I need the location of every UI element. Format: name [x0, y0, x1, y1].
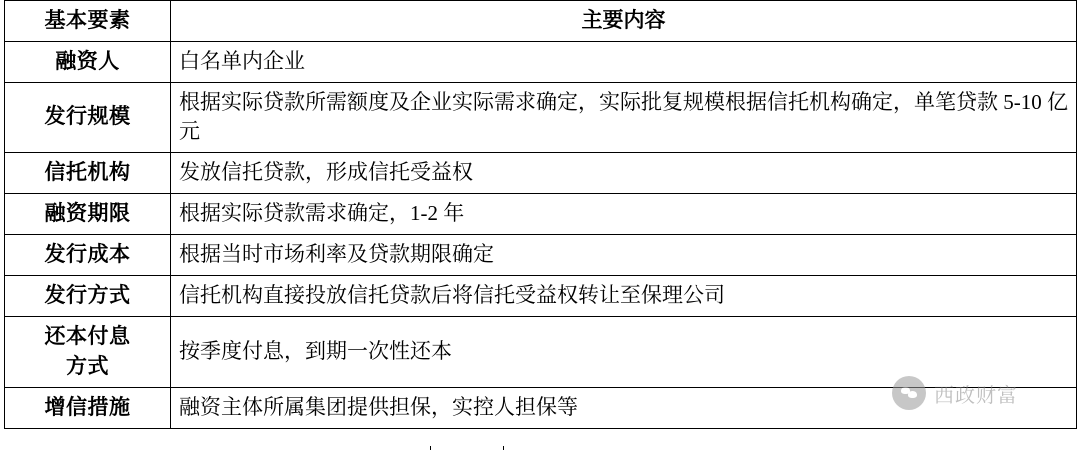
table-header-row	[5, 1, 1077, 42]
table-row	[5, 316, 1077, 388]
row-value: 信托机构直接投放信托贷款后将信托受益权转让至保理公司	[171, 275, 1077, 316]
row-key: 增信措施	[5, 388, 171, 429]
row-value: 按季度付息，到期一次性还本	[171, 316, 1077, 388]
table-row	[5, 41, 1077, 82]
table-row	[5, 234, 1077, 275]
row-value: 根据实际贷款所需额度及企业实际需求确定，实际批复规模根据信托机构确定，单笔贷款 5-10 亿元	[171, 82, 1077, 152]
row-key: 发行规模	[5, 82, 171, 152]
row-value: 白名单内企业	[171, 41, 1077, 82]
header-cell-value: 主要内容	[171, 1, 1077, 42]
page-bottom-artifact	[430, 446, 504, 450]
row-key: 融资人	[5, 41, 171, 82]
row-value: 融资主体所属集团提供担保，实控人担保等	[171, 388, 1077, 429]
row-key: 融资期限	[5, 193, 171, 234]
table-row	[5, 388, 1077, 429]
row-key-line1: 还本付息	[44, 323, 131, 348]
row-key: 发行成本	[5, 234, 171, 275]
row-value: 根据实际贷款需求确定，1-2 年	[171, 193, 1077, 234]
elements-table	[4, 0, 1077, 429]
table-row	[5, 152, 1077, 193]
row-value: 根据当时市场利率及贷款期限确定	[171, 234, 1077, 275]
row-key: 信托机构	[5, 152, 171, 193]
table-row	[5, 193, 1077, 234]
table-row	[5, 82, 1077, 152]
table-row	[5, 275, 1077, 316]
watermark-text: 西政财富	[934, 384, 1018, 407]
row-key-line2: 方式	[66, 353, 109, 378]
row-value: 发放信托贷款，形成信托受益权	[171, 152, 1077, 193]
row-key	[5, 316, 171, 388]
header-cell-key: 基本要素	[5, 1, 171, 42]
row-key: 发行方式	[5, 275, 171, 316]
